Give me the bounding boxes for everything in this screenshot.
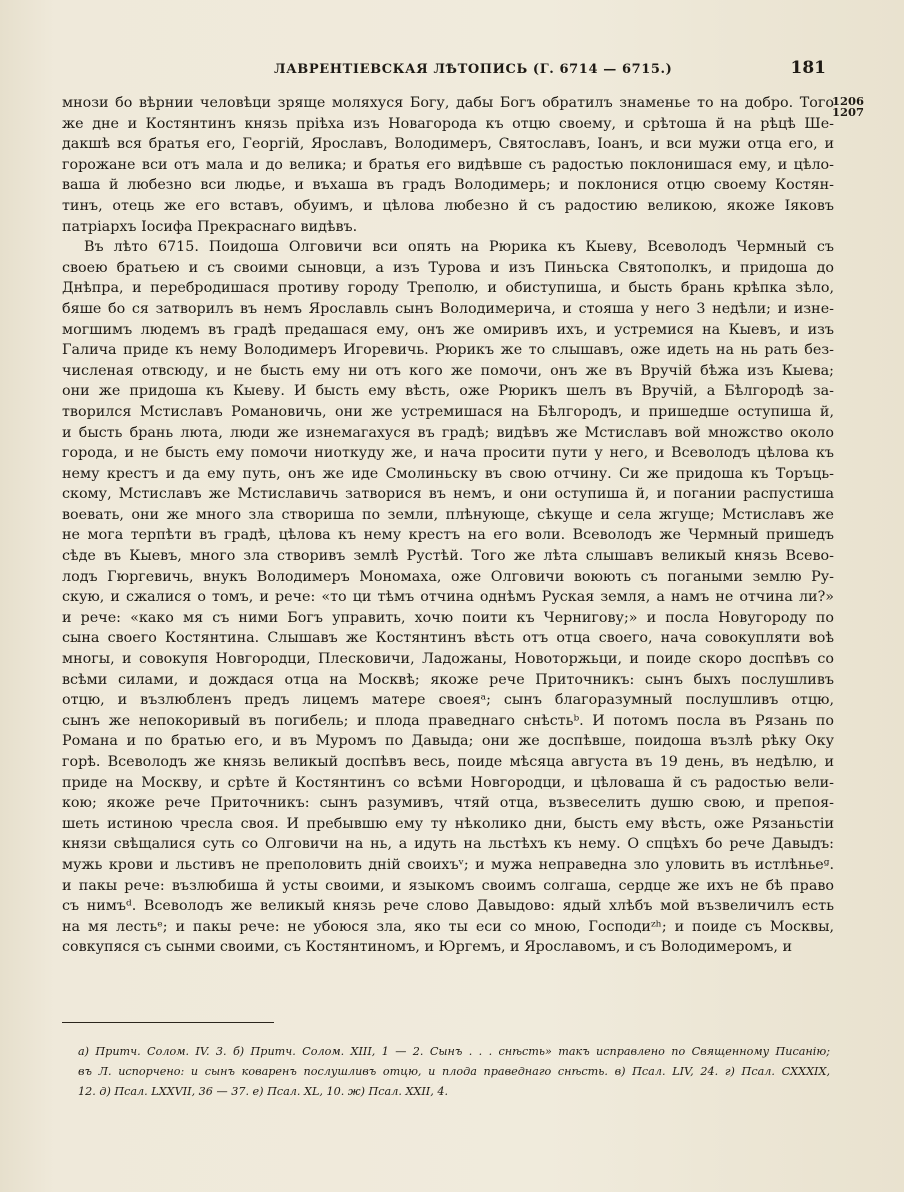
text-line: сына своего Костянтина. Слышавъ же Костянтинъ вѣсть отъ отца своего, нача совокупляти воѣ	[62, 630, 834, 647]
page-header	[60, 58, 840, 84]
margin-year: 1207	[832, 105, 865, 119]
text-line: бяше бо ся затворилъ въ немъ Ярославль сынъ Володимерича, и стояша у него 3 недѣли; и изне-	[62, 300, 834, 317]
text-line: отцю, и възлюбленъ предъ лицемъ матере своеяᵃ; сынъ благоразумный послушливъ отцю,	[62, 692, 834, 709]
text-line: воевать, они же много зла створиша по земли, плѣнующе, сѣкуще и села жгуще; Мстиславъ же	[62, 506, 834, 523]
text-line: мнози бо вѣрнии человѣци зряще моляхуся Богу, дабы Богъ обратилъ знаменье то на добро. Того	[62, 95, 834, 111]
text-line: совкупяся съ сынми своими, съ Костянтиномъ, и Юргемъ, и Ярославомъ, и съ Володимеромъ, и	[62, 939, 793, 956]
text-line: тинъ, отець же его вставъ, обуимъ, и цѣлова любезно й съ радостию великою, якоже Іяковъ	[62, 197, 834, 214]
text-line: шеть истиною чресла своя. И пребывшю ему ту нѣколико дни, бысть ему вѣсть, оже Рязаньстіи	[62, 815, 834, 832]
page-number: 181	[790, 58, 826, 78]
text-line: и пакы рече: възлюбиша й усты своими, и языкомъ своимъ солгаша, сердце же ихъ не бѣ право	[62, 877, 834, 894]
text-line: Днѣпра, и перебродишася противу городу Треполю, и обиступиша, и бысть брань крѣпка зѣло,	[62, 280, 834, 297]
footnote-line: въ Л. испорчено: и сынъ коваренъ послушливъ отцю, и плода праведнаго снѣсть. в) Псал. LIV, 24. г) Псал. CXXXIX,	[78, 1065, 830, 1078]
text-line: кою; якоже рече Приточникъ: сынъ разумивъ, чтяй отца, възвеселить душю свою, и препоя-	[62, 795, 834, 812]
running-title: ЛАВРЕНТІЕВСКАЯ ЛѢТОПИСЬ (Г. 6714 — 6715.)	[274, 62, 673, 77]
text-line: всѣми силами, и дождася отца на Москвѣ; якоже рече Приточникъ: сынъ быхъ послушливъ	[62, 671, 834, 688]
footnote-line: а) Притч. Солом. IV. 3. б) Притч. Солом. XIII, 1 — 2. Сынъ . . . снѣсть» такъ исправлено по Священному Писанію;	[78, 1045, 830, 1058]
text-line: творился Мстиславъ Романовичь, они же устремишася на Бѣлгородъ, и пришедше оступиша й,	[62, 403, 834, 420]
text-line: и рече: «како мя съ ними Богъ управить, хочю поити къ Чернигову;» и посла Новугороду по	[62, 609, 834, 626]
text-line: лодъ Гюргевичь, внукъ Володимеръ Мономаха, оже Олговичи воюють съ погаными землю Ру-	[62, 568, 834, 585]
text-line: и бысть брань люта, люди же изнемагахуся въ градѣ; видѣвъ же Мстиславъ вой множство около	[62, 424, 834, 441]
text-line: на мя лестьᵉ; и пакы рече: не убоюся зла, яко ты еси со мною, Господиᶻʰ; и поиде съ Москвы,	[62, 918, 834, 935]
text-line: сѣде въ Кыевъ, много зла створивъ землѣ Рустѣй. Того же лѣта слышавъ великый князь Всево-	[62, 548, 834, 565]
footnotes	[78, 1042, 830, 1102]
text-line: князи свѣщалися суть со Олговичи на нь, а идуть на льстѣхъ къ нему. О спцѣхъ бо рече Давыдъ:	[62, 836, 834, 853]
text-line: численая отвсюду, и не бысть ему ни отъ кого же помочи, онъ же въ Вручій бѣжа изъ Кыева;	[62, 362, 834, 379]
text-line: своею братьею и съ своими сыновци, а изъ Турова и изъ Пиньска Святополкъ, и придоша до	[62, 259, 834, 276]
footnote-line: 12. д) Псал. LXXVII, 36 — 37. е) Псал. XL, 10. ж) Псал. XXII, 4.	[78, 1085, 449, 1098]
text-line: приде на Москву, и срѣте й Костянтинъ со всѣми Новгородци, и цѣловаша й съ радостью вели-	[62, 774, 834, 791]
text-line: горожане вси отъ мала и до велика; и братья его видѣвше съ радостью поклонишася ему, и цѣло-	[62, 156, 834, 173]
text-line: Галича приде къ нему Володимеръ Игоревичь. Рюрикъ же то слышавъ, оже идеть на нь рать без-	[62, 342, 834, 359]
text-line: съ нимъᵈ. Всеволодъ же великый князь рече слово Давыдово: ядый хлѣбъ мой възвеличилъ есть	[62, 898, 834, 915]
text-line: же дне и Костянтинъ князь пріѣха изъ Новагорода къ отцю своему, и срѣтоша й на рѣцѣ Ше-	[62, 115, 834, 132]
text-line: Въ лѣто 6715. Поидоша Олговичи вси опять на Рюрика къ Кыеву, Всеволодъ Чермный съ	[84, 239, 834, 256]
text-line: сынъ же непокоривый въ погибель; и плода праведнаго снѣстьᵇ. И потомъ посла въ Рязань по	[62, 712, 834, 729]
text-line: скому, Мстиславъ же Мстиславичь затворися въ немъ, и они оступиша й, и погании распустиша	[62, 486, 834, 503]
text-line: не мога терпѣти въ градѣ, цѣлова къ нему крестъ на его воли. Всеволодъ же Чермный пришедъ	[62, 527, 834, 544]
chronicle-text	[62, 93, 834, 958]
text-line: горѣ. Всеволодъ же князь великый доспѣвъ весь, поиде мѣсяца августа въ 19 день, въ недѣлю, и	[62, 754, 834, 770]
text-line: патріархъ Іосифа Прекраснаго видѣвъ.	[62, 218, 358, 235]
text-line: могшимъ людемъ въ градѣ предашася ему, онъ же омиривъ ихъ, и устремися на Кыевъ, и изъ	[62, 321, 834, 338]
text-line: Романа и по братью его, и въ Муромъ по Давыда; они же доспѣвше, поидоша възлѣ рѣку Оку	[62, 733, 834, 750]
text-line: города, и не бысть ему помочи ниоткуду же, и нача просити пути у него, и Всеволодъ цѣлова къ	[62, 445, 834, 462]
text-line: нему крестъ и да ему путь, онъ же иде Смолиньску въ свою отчину. Си же придоша къ Торъць-	[62, 465, 834, 482]
margin-years	[832, 96, 872, 118]
margin-year: 1206	[832, 94, 865, 108]
text-line: многы, и совокупя Новгородци, Плесковичи, Ладожаны, Новоторжьци, и поиде скоро доспѣвъ со	[62, 651, 834, 668]
text-line: мужь крови и льстивъ не преполовить днiй своихъᵛ; и мужа неправедна зло уловить въ истлѣньеᵍ.	[62, 856, 834, 873]
text-line: дакшѣ вся братья его, Георгій, Ярославъ, Володимеръ, Святославъ, Іоанъ, и вси мужи отца его, и	[62, 136, 834, 153]
text-line: они же придоша къ Кыеву. И бысть ему вѣсть, оже Рюрикъ шелъ въ Вручій, а Бѣлгородѣ за-	[62, 383, 834, 400]
footnote-divider	[62, 1022, 274, 1023]
text-line: ваша й любезно вси людье, и въхаша въ градъ Володимерь; и поклонися отцю своему Костян-	[62, 177, 834, 194]
text-line: скую, и сжалися о томъ, и рече: «то ци тѣмъ отчина однѣмъ Руская земля, а намъ не отчина ли?»	[62, 589, 834, 606]
